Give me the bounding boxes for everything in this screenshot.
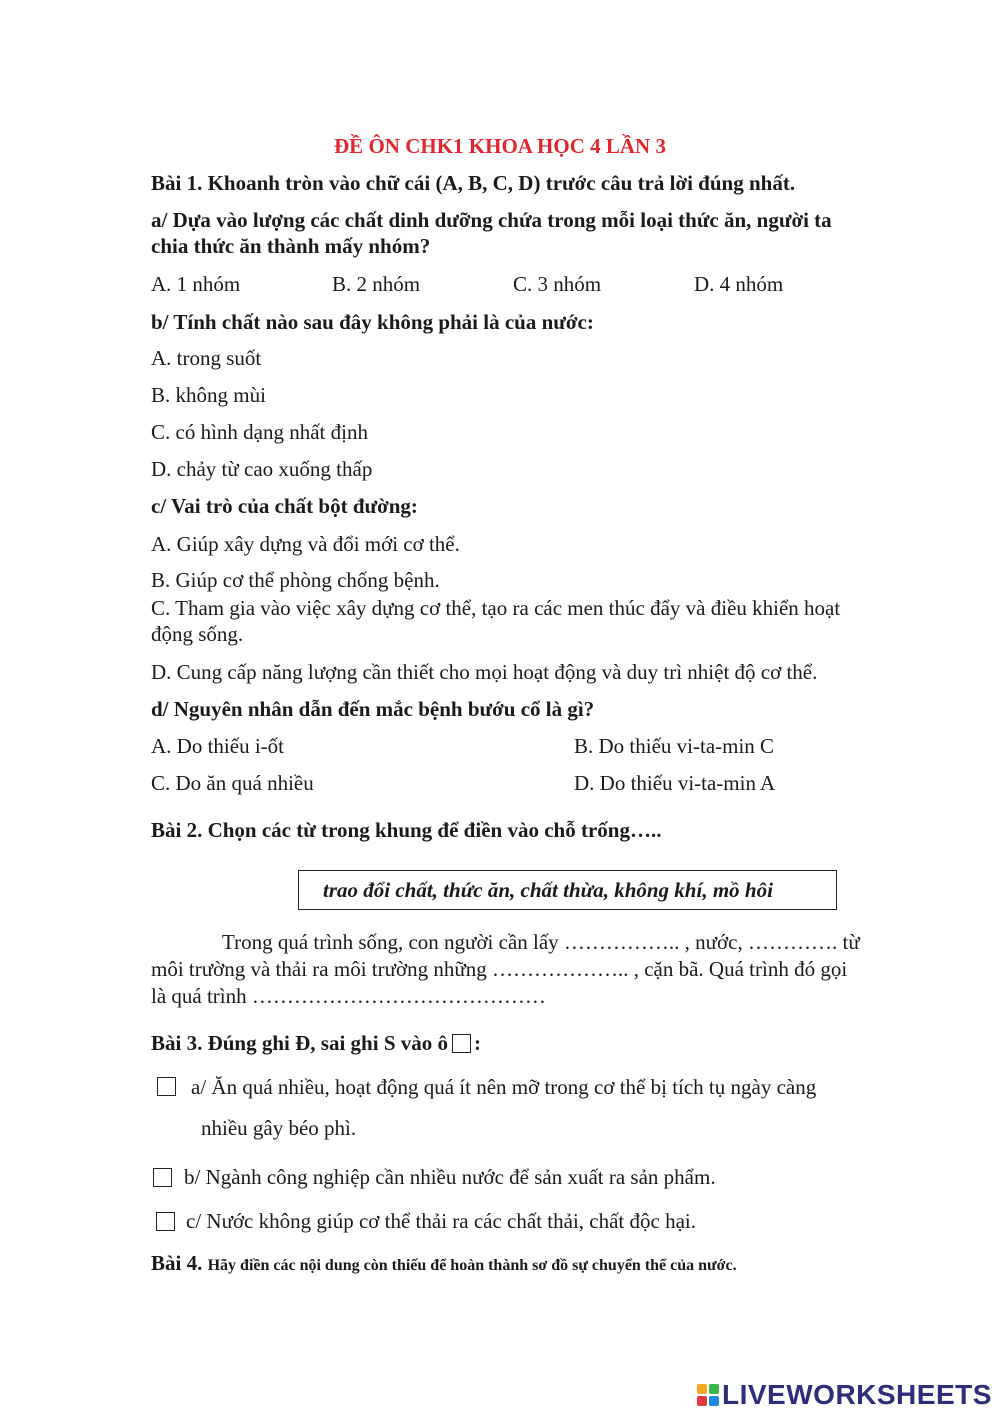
worksheet-title: ĐỀ ÔN CHK1 KHOA HỌC 4 LẦN 3 <box>334 134 666 158</box>
answer-option[interactable]: D. Do thiếu vi-ta-min A <box>574 771 776 795</box>
answer-option[interactable]: A. trong suốt <box>151 346 262 370</box>
bai4-text: Hãy điền các nội dung còn thiếu để hoàn thành sơ đồ sự chuyển thể của nước. <box>207 1257 737 1274</box>
bai1-heading: Bài 1. Khoanh tròn vào chữ cái (A, B, C, D) trước câu trả lời đúng nhất. <box>151 171 796 195</box>
answer-option[interactable]: A. Do thiếu i-ốt <box>151 734 284 758</box>
question-d: d/ Nguyên nhân dẫn đến mắc bệnh bướu cổ là gì? <box>151 697 595 721</box>
answer-option[interactable]: B. Giúp cơ thể phòng chống bệnh. <box>151 568 440 592</box>
bai3-heading-text: Bài 3. Đúng ghi Đ, sai ghi S vào ô <box>151 1031 448 1055</box>
fill-blank-line[interactable]: là quá trình …………………………………… <box>151 984 546 1008</box>
answer-option[interactable]: C. Do ăn quá nhiều <box>151 771 314 795</box>
bai4-label: Bài 4. <box>151 1251 203 1275</box>
answer-option[interactable]: C. 3 nhóm <box>513 272 602 296</box>
brand-name: LIVEWORKSHEETS <box>722 1379 992 1410</box>
bai4-heading <box>151 1251 737 1278</box>
fill-blank-line[interactable]: môi trường và thải ra môi trường những ……………….. , cặn bã. Quá trình đó gọi <box>151 957 848 981</box>
answer-option[interactable]: A. 1 nhóm <box>151 272 241 296</box>
answer-checkbox-c[interactable] <box>156 1212 175 1231</box>
bai3-heading-colon: : <box>474 1031 481 1055</box>
answer-option[interactable]: C. có hình dạng nhất định <box>151 420 368 444</box>
answer-option[interactable]: B. Do thiếu vi-ta-min C <box>574 734 775 758</box>
answer-option[interactable]: D. chảy từ cao xuống thấp <box>151 457 373 481</box>
answer-option[interactable]: B. không mùi <box>151 383 266 407</box>
bai2-heading: Bài 2. Chọn các từ trong khung để điền vào chỗ trống….. <box>151 818 662 842</box>
statement-a-line1: a/ Ăn quá nhiều, hoạt động quá ít nên mỡ trong cơ thể bị tích tụ ngày càng <box>191 1075 817 1099</box>
question-a-line2: chia thức ăn thành mấy nhóm? <box>151 234 431 258</box>
word-bank-box: trao đổi chất, thức ăn, chất thừa, không khí, mồ hôi <box>298 870 837 910</box>
statement-a-line2: nhiều gây béo phì. <box>201 1116 357 1140</box>
answer-option[interactable]: B. 2 nhóm <box>332 272 421 296</box>
answer-option[interactable]: D. Cung cấp năng lượng cần thiết cho mọi hoạt động và duy trì nhiệt độ cơ thể. <box>151 660 818 684</box>
sample-checkbox-icon <box>452 1034 471 1053</box>
answer-option-continuation[interactable]: động sống. <box>151 622 244 646</box>
liveworksheets-logo <box>697 1378 992 1412</box>
answer-checkbox-b[interactable] <box>153 1168 172 1187</box>
question-b: b/ Tính chất nào sau đây không phải là của nước: <box>151 310 594 334</box>
answer-option[interactable]: A. Giúp xây dựng và đổi mới cơ thể. <box>151 532 460 556</box>
question-c: c/ Vai trò của chất bột đường: <box>151 494 418 518</box>
blocks-icon <box>697 1384 719 1406</box>
statement-c: c/ Nước không giúp cơ thể thải ra các chất thải, chất độc hại. <box>186 1209 696 1233</box>
bai3-heading <box>151 1031 481 1055</box>
answer-option[interactable]: D. 4 nhóm <box>694 272 784 296</box>
answer-checkbox-a[interactable] <box>157 1077 176 1096</box>
fill-blank-line[interactable]: Trong quá trình sống, con người cần lấy …………….. , nước, …………. từ <box>222 930 860 954</box>
answer-option[interactable]: C. Tham gia vào việc xây dựng cơ thể, tạo ra các men thúc đẩy và điều khiển hoạt <box>151 596 841 620</box>
question-a-line1: a/ Dựa vào lượng các chất dinh dưỡng chứa trong mỗi loại thức ăn, người ta <box>151 208 832 232</box>
statement-b: b/ Ngành công nghiệp cần nhiều nước để sản xuất ra sản phẩm. <box>184 1165 716 1189</box>
